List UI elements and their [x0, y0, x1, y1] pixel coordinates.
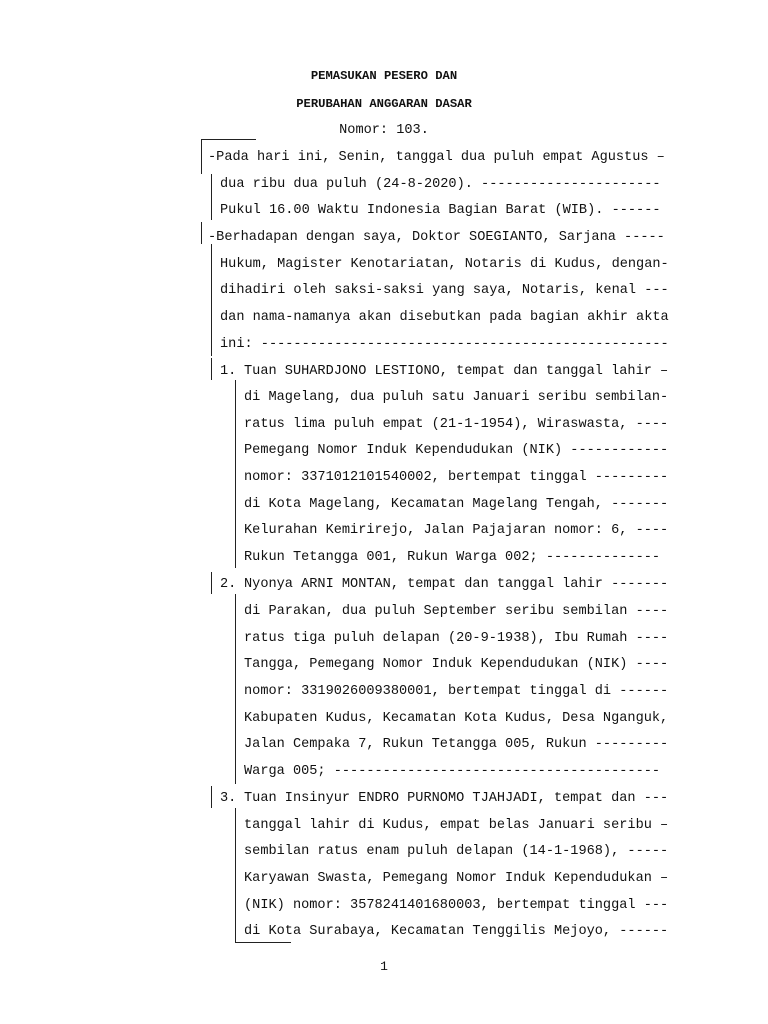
text-line: di Kota Surabaya, Kecamatan Tenggilis Mejoyo, ------	[244, 924, 669, 939]
text-line: tanggal lahir di Kudus, empat belas Januari seribu –	[244, 818, 669, 833]
list-item-margin-line	[235, 808, 236, 943]
list-item-number: 3.	[220, 791, 237, 806]
text-line: Warga 005; ----------------------------------------	[244, 764, 661, 779]
list-item-bottom-mark	[235, 942, 291, 943]
paragraph-margin-line	[201, 222, 202, 244]
paragraph-corner-mark	[201, 139, 256, 140]
document-title-line-1: PEMASUKAN PESERO DAN	[310, 69, 458, 83]
paragraph-margin-line	[211, 174, 212, 220]
list-item-number: 1.	[220, 364, 237, 379]
document-number: Nomor: 103.	[339, 123, 429, 138]
text-line: dan nama-namanya akan disebutkan pada bagian akhir akta	[220, 310, 669, 325]
list-item-margin-line	[235, 380, 236, 568]
document-title-line-2: PERUBAHAN ANGGARAN DASAR	[296, 97, 472, 111]
text-line: sembilan ratus enam puluh delapan (14-1-1968), -----	[244, 844, 669, 859]
text-line: ratus lima puluh empat (21-1-1954), Wiraswasta, ----	[244, 417, 669, 432]
list-item-margin-line	[235, 594, 236, 784]
text-line: Karyawan Swasta, Pemegang Nomor Induk Kependudukan –	[244, 871, 669, 886]
text-line: Pukul 16.00 Waktu Indonesia Bagian Barat (WIB). ------	[220, 203, 661, 218]
page-number: 1	[380, 959, 388, 974]
text-line: -Pada hari ini, Senin, tanggal dua puluh empat Agustus –	[208, 150, 665, 165]
text-line: di Parakan, dua puluh September seribu sembilan ----	[244, 604, 669, 619]
text-line: Nyonya ARNI MONTAN, tempat dan tanggal lahir -------	[244, 577, 669, 592]
text-line: (NIK) nomor: 3578241401680003, bertempat tinggal ---	[244, 898, 669, 913]
paragraph-margin-line	[201, 139, 202, 174]
list-item-number: 2.	[220, 577, 237, 592]
text-line: nomor: 3319026009380001, bertempat tinggal di ------	[244, 684, 669, 699]
text-line: Tangga, Pemegang Nomor Induk Kependudukan (NIK) ----	[244, 657, 669, 672]
text-line: Tuan SUHARDJONO LESTIONO, tempat dan tanggal lahir –	[244, 364, 669, 379]
text-line: ini: --------------------------------------------------	[220, 337, 669, 352]
list-item-margin-line	[211, 786, 212, 808]
text-line: nomor: 3371012101540002, bertempat tinggal ---------	[244, 470, 669, 485]
text-line: Jalan Cempaka 7, Rukun Tetangga 005, Rukun ---------	[244, 737, 669, 752]
text-line: Pemegang Nomor Induk Kependudukan (NIK) ------------	[244, 443, 669, 458]
text-line: di Magelang, dua puluh satu Januari seribu sembilan-	[244, 390, 669, 405]
text-line: dua ribu dua puluh (24-8-2020). ----------------------	[220, 177, 661, 192]
paragraph-margin-line	[211, 244, 212, 356]
text-line: Kabupaten Kudus, Kecamatan Kota Kudus, Desa Nganguk,	[244, 711, 669, 726]
list-item-margin-line	[211, 572, 212, 594]
text-line: Hukum, Magister Kenotariatan, Notaris di Kudus, dengan-	[220, 257, 669, 272]
text-line: Kelurahan Kemirirejo, Jalan Pajajaran nomor: 6, ----	[244, 523, 669, 538]
list-item-margin-line	[211, 358, 212, 380]
text-line: Tuan Insinyur ENDRO PURNOMO TJAHJADI, tempat dan ---	[244, 791, 669, 806]
text-line: dihadiri oleh saksi-saksi yang saya, Notaris, kenal ---	[220, 283, 669, 298]
text-line: -Berhadapan dengan saya, Doktor SOEGIANTO, Sarjana -----	[208, 230, 665, 245]
text-line: ratus tiga puluh delapan (20-9-1938), Ibu Rumah ----	[244, 631, 669, 646]
text-line: Rukun Tetangga 001, Rukun Warga 002; --------------	[244, 550, 661, 565]
text-line: di Kota Magelang, Kecamatan Magelang Tengah, -------	[244, 497, 669, 512]
